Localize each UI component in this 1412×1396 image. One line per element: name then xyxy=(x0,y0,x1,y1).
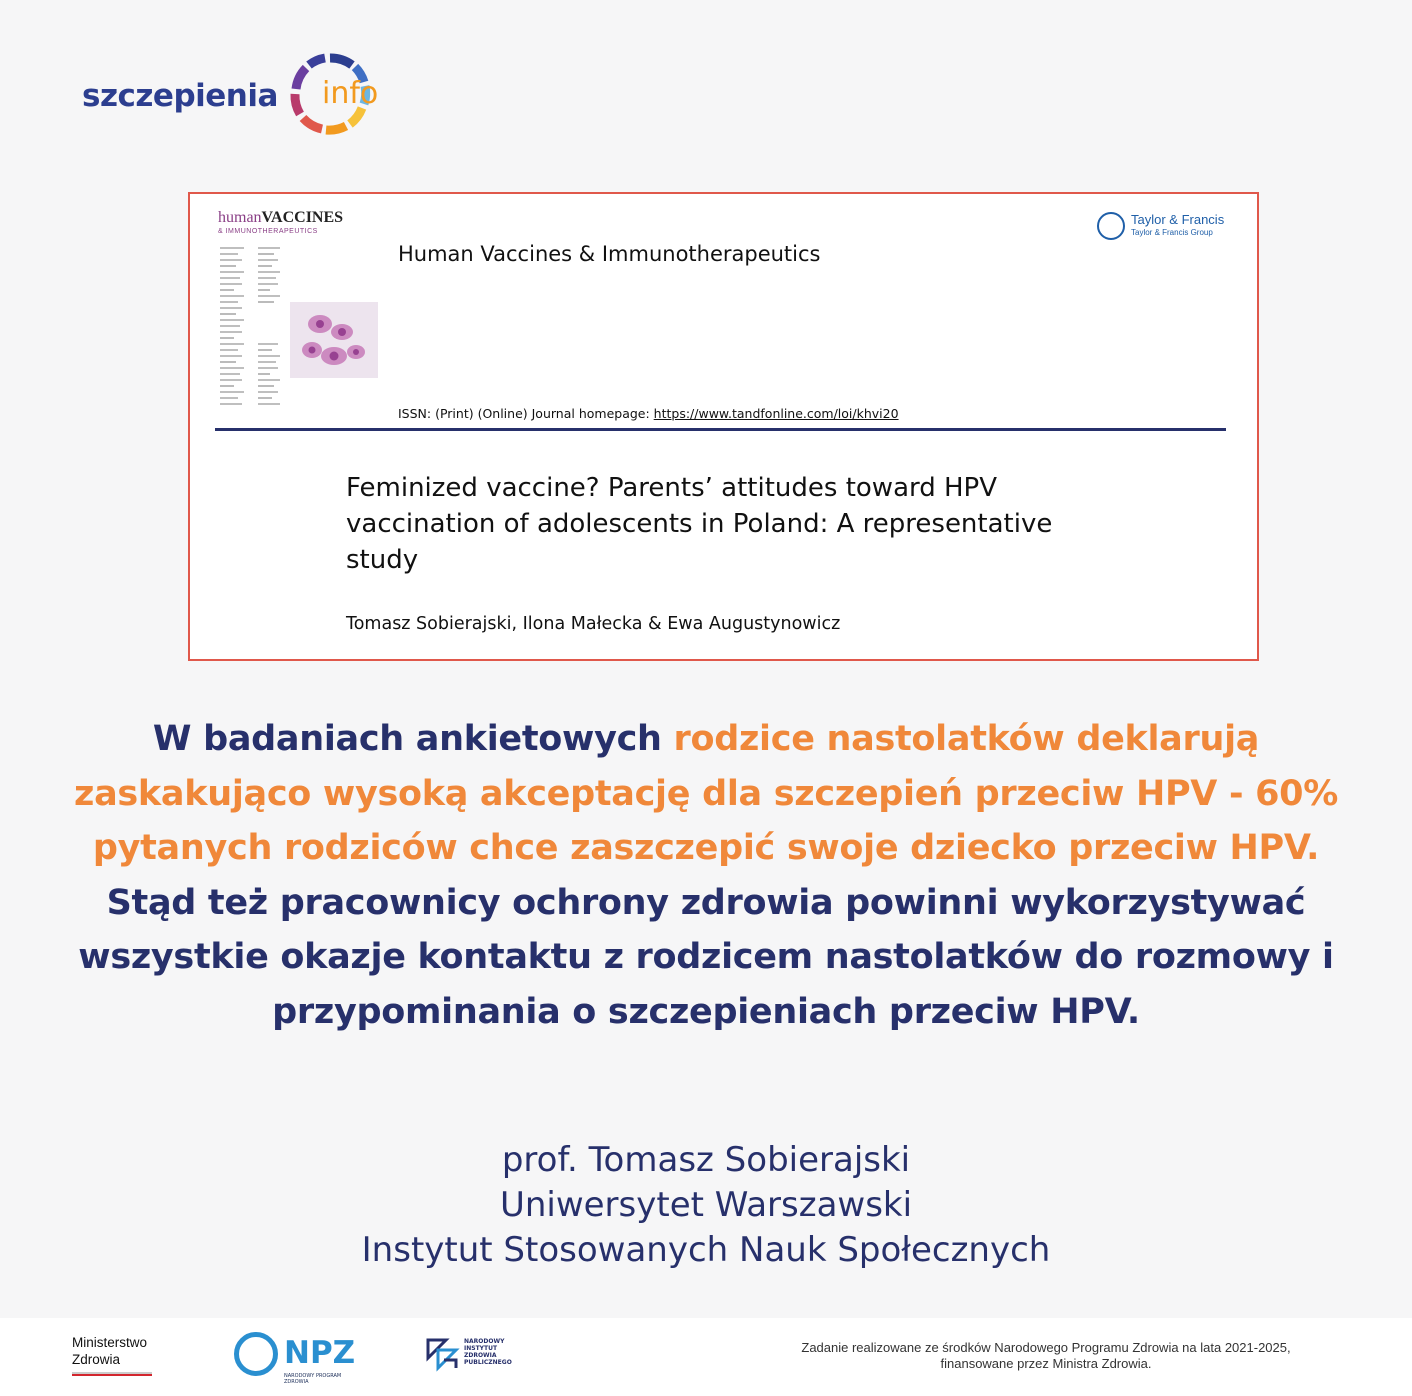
article-header xyxy=(210,206,1239,647)
ministry-line-2: Zdrowia xyxy=(72,1352,121,1367)
cover-subtitle: & IMMUNOTHERAPEUTICS xyxy=(218,228,318,235)
journal-homepage-link[interactable]: https://www.tandfonline.com/loi/khvi20 xyxy=(653,406,899,421)
npz-subtitle: NARODOWY PROGRAM ZDROWIA xyxy=(284,1373,342,1385)
ministry-flag-bar xyxy=(72,1372,152,1376)
quote-highlight: rodzice nastolatków deklarują zaskakująco wysoką akceptację dla szczepień przeciw HPV - 60% pytanych rodziców chce zaszczepić swoje dziecko przeciw HPV. xyxy=(74,719,1338,868)
logo-info-text: info xyxy=(322,76,379,111)
cover-contents-lines-right xyxy=(256,244,288,414)
funding-line-2: finansowane przez Ministra Zdrowia. xyxy=(940,1356,1152,1371)
quote-part-3: Stąd też pracownicy ochrony zdrowia powinni wykorzystywać wszystkie okazje kontaktu z rodzicem nastolatków do rozmowy i przypominania o szczepieniach przeciw HPV. xyxy=(78,882,1334,1032)
cover-cell-image xyxy=(290,302,378,378)
nizp-mark-icon xyxy=(424,1336,460,1372)
ministry-logo xyxy=(72,1334,147,1368)
nizp-logo xyxy=(424,1334,534,1378)
footer xyxy=(0,1318,1412,1396)
article-authors: Tomasz Sobierajski, Ilona Małecka & Ewa Augustynowicz xyxy=(346,614,841,634)
logo-wordmark: szczepienia xyxy=(82,78,278,114)
ministry-line-1: Ministerstwo xyxy=(72,1335,148,1350)
funding-line-1: Zadanie realizowane ze środków Narodowego Programu Zdrowia na lata 2021-2025, xyxy=(801,1340,1291,1355)
author-university: Uniwersytet Warszawski xyxy=(499,1185,913,1225)
cover-title: humanVACCINES xyxy=(218,209,344,226)
author-institute: Instytut Stosowanych Nauk Społecznych xyxy=(361,1230,1051,1270)
szczepienia-info-logo xyxy=(82,50,402,140)
issn-line xyxy=(398,406,899,421)
funding-note xyxy=(766,1340,1326,1372)
quote-text xyxy=(60,712,1352,1039)
quote-part-1: W badaniach ankietowych xyxy=(152,719,674,759)
publisher-name: Taylor & Francis xyxy=(1131,212,1225,227)
journal-cover-thumbnail xyxy=(218,210,378,418)
nizp-text: NARODOWY INSTYTUT ZDROWIA PUBLICZNEGO xyxy=(464,1338,512,1366)
publisher-group: Taylor & Francis Group xyxy=(1131,228,1213,237)
issn-text: ISSN: (Print) (Online) Journal homepage: xyxy=(398,406,654,421)
article-title: Feminized vaccine? Parents’ attitudes toward HPV vaccination of adolescents in Poland: A representative study xyxy=(346,473,1053,575)
journal-title: Human Vaccines & Immunotherapeutics xyxy=(398,242,821,266)
npz-circle-icon xyxy=(234,1332,278,1376)
npz-text: NPZ xyxy=(284,1335,356,1371)
quote-attribution xyxy=(0,1138,1412,1273)
author-name: prof. Tomasz Sobierajski xyxy=(501,1140,911,1180)
header-divider xyxy=(215,428,1226,431)
taylor-francis-icon xyxy=(1097,212,1125,240)
npz-logo xyxy=(234,1332,364,1385)
taylor-francis-logo xyxy=(1097,210,1227,242)
article-card xyxy=(188,192,1259,661)
